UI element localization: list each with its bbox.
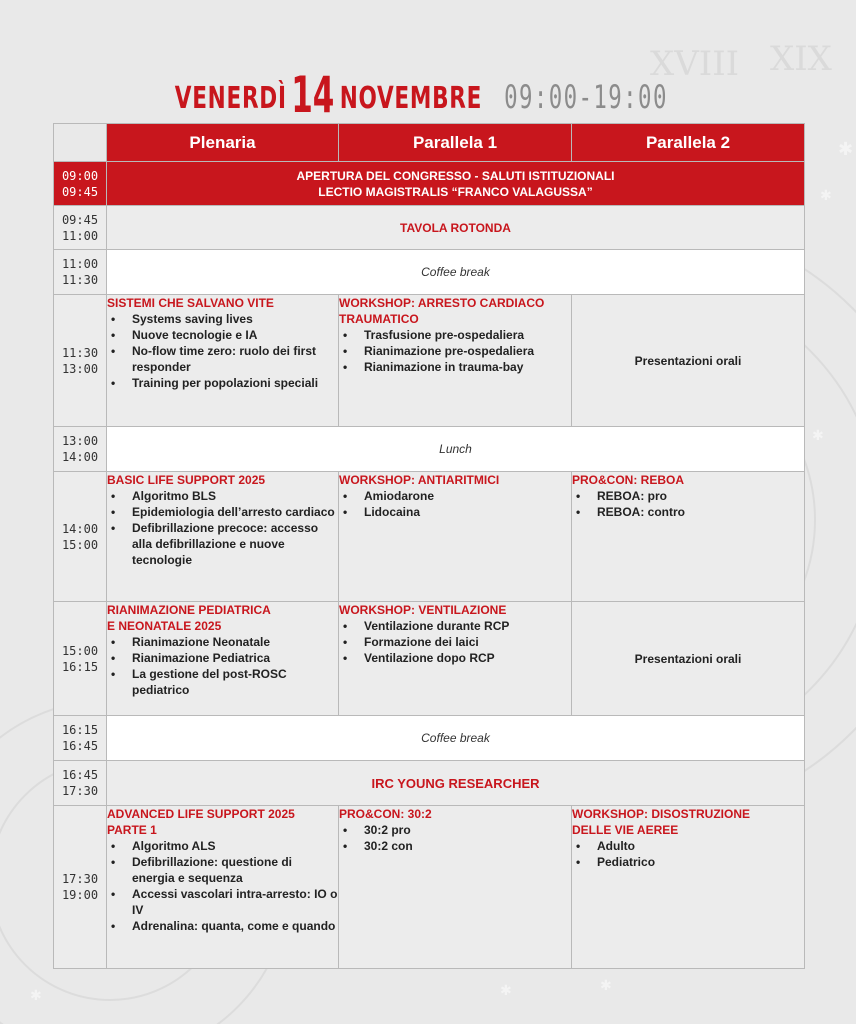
- list-item: • La gestione del post-ROSC pediatrico: [107, 666, 338, 698]
- parallela-1-session-cell: [339, 295, 572, 427]
- session-title: PRO&CON: REBOA: [572, 473, 685, 487]
- row-opening: [54, 162, 805, 206]
- time-end: 14:00: [61, 450, 99, 464]
- plenaria-session-cell: [107, 295, 339, 427]
- time-end: 16:15: [61, 659, 99, 674]
- parallela-1-session-cell: [339, 806, 572, 969]
- time-cell: [54, 716, 107, 761]
- list-item: • Trasfusione pre-ospedaliera: [339, 327, 571, 343]
- session-topic-list: [339, 327, 571, 375]
- list-item: • Rianimazione Pediatrica: [107, 650, 338, 666]
- session-topic-list: [107, 311, 338, 391]
- list-item: • No-flow time zero: ruolo dei first responder: [107, 343, 338, 375]
- time-cell: [54, 761, 107, 806]
- list-item: • Rianimazione Neonatale: [107, 634, 338, 650]
- row-coffee-break-2: [54, 716, 805, 761]
- list-item: • Formazione dei laici: [339, 634, 571, 650]
- time-start: 14:00: [61, 521, 99, 536]
- list-item: • Training per popolazioni speciali: [107, 375, 338, 391]
- session-topic-list: [339, 822, 571, 854]
- session-title: PRO&CON: 30:2: [339, 807, 432, 821]
- list-item: • Defibrillazione: questione di energia e sequenza: [107, 854, 338, 886]
- list-item: • REBOA: pro: [572, 488, 804, 504]
- header-blank: [54, 124, 107, 162]
- list-item: • Defibrillazione precoce: accesso alla defibrillazione e nuove tecnologie: [107, 520, 338, 568]
- time-start: 11:00: [61, 257, 99, 271]
- young-researcher-session: IRC YOUNG RESEARCHER: [107, 761, 805, 806]
- list-item: • Rianimazione pre-ospedaliera: [339, 343, 571, 359]
- time-end: 17:30: [61, 784, 99, 798]
- column-header-parallela-1: Parallela 1: [339, 124, 572, 162]
- session-title: SISTEMI CHE SALVANO VITE: [107, 296, 274, 310]
- time-end: 13:00: [61, 361, 99, 376]
- column-header-parallela-2: Parallela 2: [572, 124, 805, 162]
- title-month: NOVEMBRE: [339, 81, 483, 116]
- time-cell: [54, 472, 107, 602]
- time-start: 09:45: [61, 212, 99, 227]
- list-item: • Rianimazione in trauma-bay: [339, 359, 571, 375]
- time-start: 09:00: [61, 168, 99, 183]
- svg-text:✱: ✱: [600, 977, 612, 993]
- plenaria-session-cell: [107, 806, 339, 969]
- time-cell: [54, 427, 107, 472]
- session-topic-list: [572, 838, 804, 870]
- time-start: 16:45: [61, 768, 99, 782]
- session-topic-list: [107, 838, 338, 934]
- session-topic-list: [572, 488, 804, 520]
- list-item: • Ventilazione durante RCP: [339, 618, 571, 634]
- list-item: • Epidemiologia dell’arresto cardiaco: [107, 504, 338, 520]
- parallela-2-session-cell: [572, 472, 805, 602]
- row-lunch: [54, 427, 805, 472]
- roman-numeral-xix: XIX: [770, 39, 832, 79]
- parallela-2-session-cell: Presentazioni orali: [572, 602, 805, 716]
- time-end: 11:30: [61, 273, 99, 287]
- list-item: • Pediatrico: [572, 854, 804, 870]
- parallela-1-session-cell: [339, 602, 572, 716]
- row-session-3: [54, 602, 805, 716]
- list-item: • REBOA: contro: [572, 504, 804, 520]
- time-cell: [54, 806, 107, 969]
- time-start: 17:30: [61, 872, 99, 886]
- time-start: 15:00: [61, 643, 99, 658]
- column-header-plenaria: Plenaria: [107, 124, 339, 162]
- time-start: 11:30: [61, 345, 99, 360]
- svg-text:✱: ✱: [812, 427, 824, 443]
- session-title-line-1: RIANIMAZIONE PEDIATRICA: [107, 603, 271, 617]
- parallela-2-session-cell: [572, 806, 805, 969]
- parallela-1-session-cell: [339, 472, 572, 602]
- session-topic-list: [107, 488, 338, 568]
- list-item: • Systems saving lives: [107, 311, 338, 327]
- time-start: 13:00: [61, 434, 99, 448]
- session-topic-list: [107, 634, 338, 698]
- list-item: • Algoritmo BLS: [107, 488, 338, 504]
- plenaria-session-cell: [107, 602, 339, 716]
- svg-text:✱: ✱: [30, 987, 42, 1003]
- row-round-table: [54, 206, 805, 250]
- list-item: • 30:2 con: [339, 838, 571, 854]
- title-hours: 09:00-19:00: [504, 78, 668, 116]
- opening-line-1: APERTURA DEL CONGRESSO - SALUTI ISTITUZIONALI: [296, 168, 615, 183]
- opening-session: [107, 162, 805, 206]
- time-end: 16:45: [61, 739, 99, 753]
- session-title: WORKSHOP: ANTIARITMICI: [339, 473, 500, 487]
- coffee-break-label: Coffee break: [107, 250, 805, 295]
- title-date: 14: [290, 66, 334, 124]
- time-end: 11:00: [61, 228, 99, 243]
- round-table-session: TAVOLA ROTONDA: [107, 206, 805, 250]
- list-item: • Algoritmo ALS: [107, 838, 338, 854]
- session-title: WORKSHOP: VENTILAZIONE: [339, 603, 507, 617]
- coffee-break-label: Coffee break: [107, 716, 805, 761]
- list-item: • Adulto: [572, 838, 804, 854]
- session-title-line-2: DELLE VIE AEREE: [572, 823, 679, 837]
- roman-numeral-xviii: XVIII: [650, 44, 740, 84]
- row-young-researcher: [54, 761, 805, 806]
- row-session-4: [54, 806, 805, 969]
- session-topic-list: [339, 488, 571, 520]
- session-topic-list: [339, 618, 571, 666]
- session-title-line-1: WORKSHOP: DISOSTRUZIONE: [572, 807, 751, 821]
- header-row: [54, 124, 805, 162]
- row-session-2: [54, 472, 805, 602]
- svg-text:✱: ✱: [838, 139, 854, 159]
- session-title: WORKSHOP: ARRESTO CARDIACO TRAUMATICO: [339, 296, 545, 326]
- title-day: VENERDÌ: [174, 81, 287, 116]
- time-cell: [54, 295, 107, 427]
- row-session-1: [54, 295, 805, 427]
- opening-line-2: LECTIO MAGISTRALIS “FRANCO VALAGUSSA”: [318, 184, 593, 199]
- session-title-line-2: PARTE 1: [107, 823, 157, 837]
- plenaria-session-cell: [107, 472, 339, 602]
- time-end: 19:00: [61, 888, 99, 902]
- schedule-table: [53, 123, 805, 969]
- list-item: • Amiodarone: [339, 488, 571, 504]
- list-item: • Nuove tecnologie e IA: [107, 327, 338, 343]
- list-item: • Ventilazione dopo RCP: [339, 650, 571, 666]
- session-title-line-2: E NEONATALE 2025: [107, 619, 222, 633]
- time-cell: [54, 206, 107, 250]
- time-end: 15:00: [61, 537, 99, 552]
- list-item: • Lidocaina: [339, 504, 571, 520]
- time-end: 09:45: [61, 184, 99, 199]
- list-item: • Adrenalina: quanta, come e quando: [107, 918, 338, 934]
- page-title: [0, 62, 856, 124]
- list-item: • 30:2 pro: [339, 822, 571, 838]
- svg-text:✱: ✱: [500, 982, 512, 998]
- session-title-line-1: ADVANCED LIFE SUPPORT 2025: [107, 807, 295, 821]
- session-title: BASIC LIFE SUPPORT 2025: [107, 473, 266, 487]
- list-item: • Accessi vascolari intra-arresto: IO o IV: [107, 886, 338, 918]
- row-coffee-break-1: [54, 250, 805, 295]
- time-start: 16:15: [61, 723, 99, 737]
- time-cell: [54, 250, 107, 295]
- time-cell: [54, 602, 107, 716]
- svg-text:✱: ✱: [820, 187, 832, 203]
- lunch-label: Lunch: [107, 427, 805, 472]
- parallela-2-session-cell: Presentazioni orali: [572, 295, 805, 427]
- time-cell: [54, 162, 107, 206]
